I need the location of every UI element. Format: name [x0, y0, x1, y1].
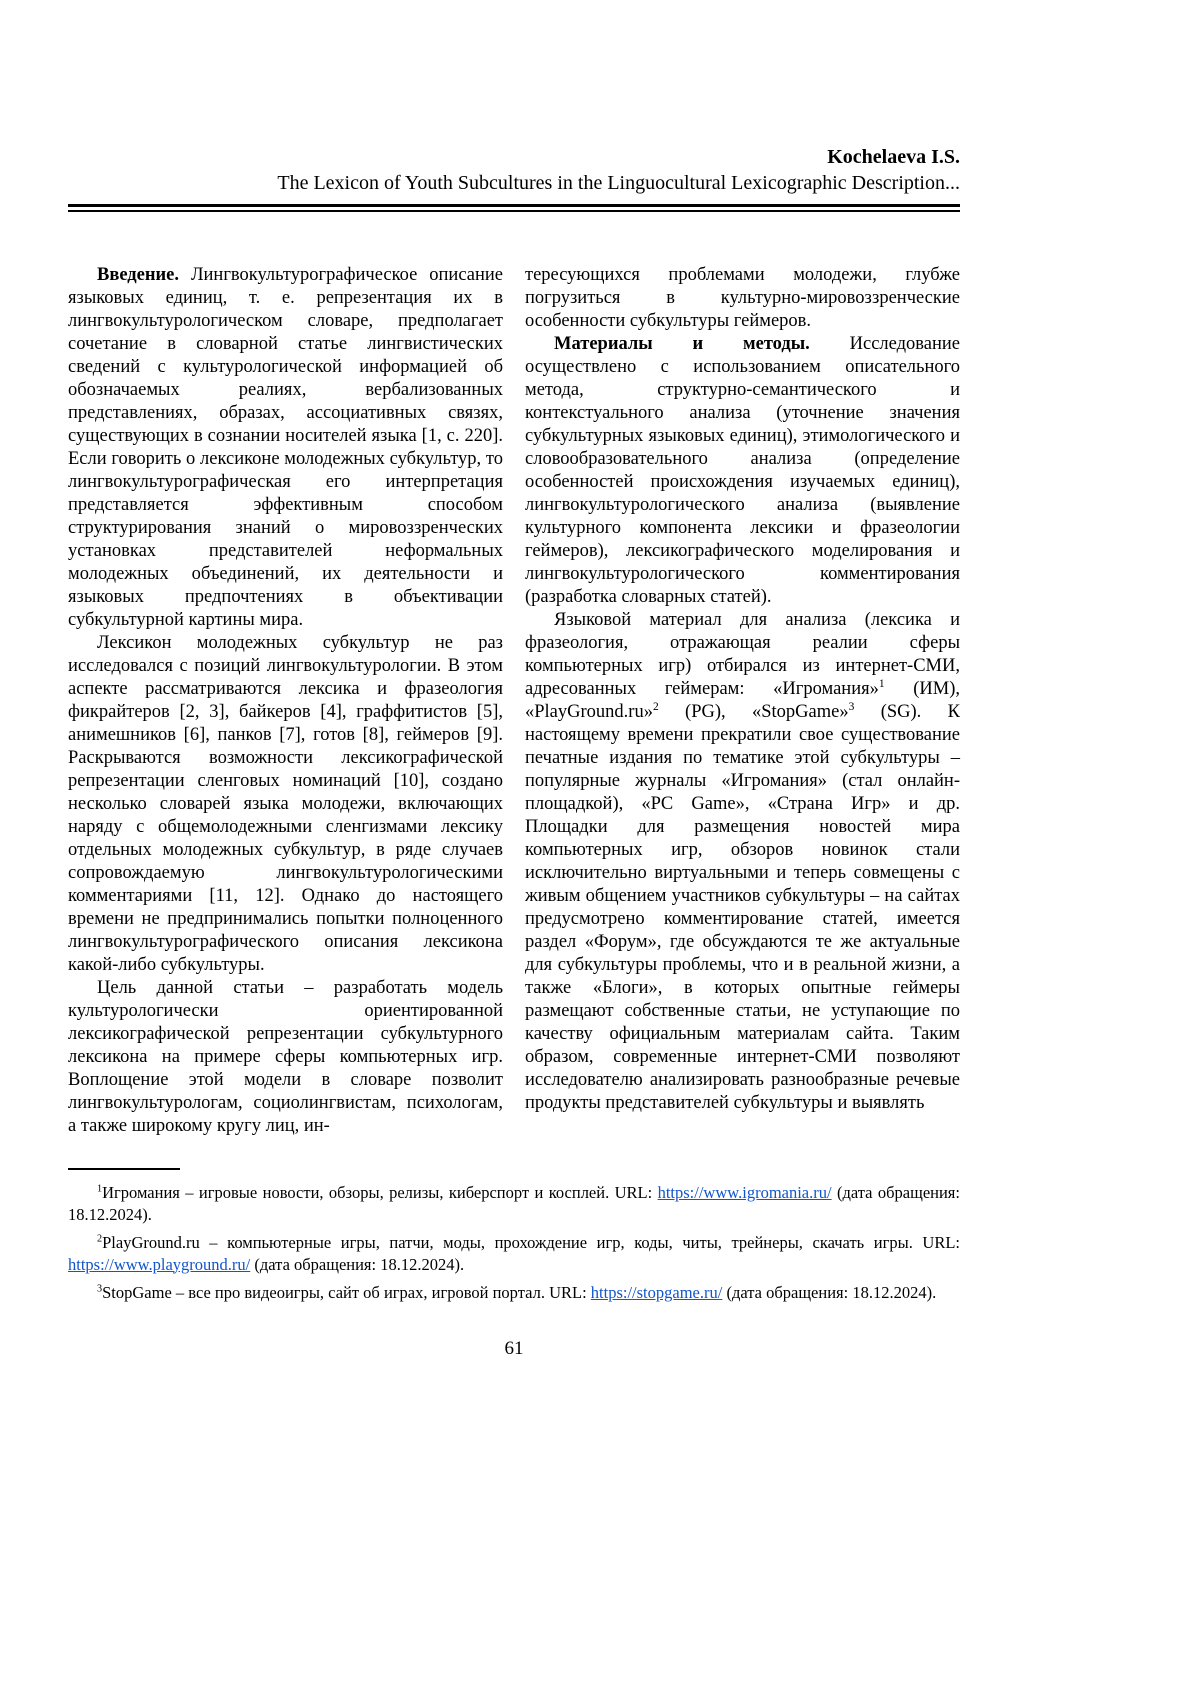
header-double-rule	[68, 204, 960, 212]
paragraph	[68, 264, 503, 632]
url-link[interactable]: https://www.playground.ru/	[68, 1254, 251, 1274]
paragraph	[525, 264, 960, 333]
footnote-marker: 2	[97, 1233, 103, 1245]
text-run: PlayGround.ru – компьютерные игры, патчи, моды, прохождение игр, коды, читы, трейнеры, скачать игры. URL:	[102, 1233, 960, 1252]
paragraph	[525, 609, 960, 1115]
paragraph	[525, 333, 960, 609]
article-body	[68, 264, 960, 1138]
text-run: Материалы и методы.	[554, 334, 810, 354]
text-run: Цель данной статьи – разработать модель культурологически ориентированной лексикографической репрезентации субкультурного лексикона на примере сферы компьютерных игр. Воплощение этой модели в словаре позволит лингвокультурологам, социолингвистам, психологам, а также широкому кругу лиц, ин-	[68, 978, 503, 1136]
text-run: тересующихся проблемами молодежи, глубже погрузиться в культурно-мировоззренческие особенности субкультуры геймеров.	[525, 265, 960, 331]
footnote-ref: 2	[652, 700, 659, 713]
footnotes-block	[68, 1182, 960, 1304]
footnote-ref: 3	[848, 700, 855, 713]
left-column	[68, 264, 503, 1138]
footnote	[68, 1282, 960, 1304]
footnote	[68, 1232, 960, 1275]
text-run: StopGame – все про видеоигры, сайт об играх, игровой портал. URL:	[102, 1283, 591, 1302]
paragraph	[68, 977, 503, 1138]
text-run: Лексикон молодежных субкультур не раз исследовался с позиций лингвокультурологии. В этом аспекте рассматриваются лексика и фразеология фикрайтеров [2, 3], байкеров [4], граффитистов [5], анимешников [6], панков [7], готов [8], геймеров [9]. Раскрываются возможности лексикографической репрезентации сленговых номинаций [10], создано несколько словарей языка молодежи, включающих наряду с общемолодежными сленгизмами лексику отдельных молодежных субкультур, в ряде случаев сопровождаемую лингвокультурологическими комментариями [11, 12]. Однако до настоящего времени не предпринимались попытки полноценного лингвокультурографического описания лексикона какой-либо субкультуры.	[68, 633, 503, 975]
footnote-marker: 1	[97, 1183, 103, 1195]
text-run: Языковой материал для анализа (лексика и фразеология, отражающая реалии сферы компьютерных игр) отбирался из интернет-СМИ, адресованных геймерам: «Игромания»	[525, 610, 960, 699]
text-run: Игромания – игровые новости, обзоры, релизы, киберспорт и косплей. URL:	[102, 1183, 658, 1202]
footnote-ref: 1	[878, 677, 885, 690]
running-head	[68, 145, 960, 212]
paragraph	[68, 632, 503, 977]
text-run: Введение.	[97, 265, 180, 285]
page-number: 61	[504, 1337, 524, 1359]
text-run: (PG), «StopGame»	[658, 702, 849, 722]
text-run: Лингвокультурографическое описание языковых единиц, т. е. репрезентация их в лингвокультурологическом словаре, предполагает сочетание в словарной статье лингвистических сведений с культурологической информацией об обозначаемых реалиях, вербализованных представлениях, образах, ассоциативных связях, существующих в сознании носителей языка [1, с. 220]. Если говорить о лексиконе молодежных субкультур, то лингвокультурографическая его интерпретация представляется эффективным способом структурирования знаний о мировоззренческих установках представителей неформальных молодежных объединений, их деятельности и языковых предпочтениях в объективации субкультурной картины мира.	[68, 265, 503, 630]
running-head-author: Kochelaeva I.S.	[827, 146, 960, 168]
footnote	[68, 1182, 960, 1225]
running-head-title: The Lexicon of Youth Subcultures in the Linguocultural Lexicographic Description...	[277, 172, 960, 194]
footnote-separator-rule	[68, 1168, 180, 1170]
url-link[interactable]: https://www.igromania.ru/	[657, 1183, 832, 1202]
text-run: (SG). К настоящему времени прекратили свое существование печатные издания по тематике этой субкультуры – популярные журналы «Игромания» (стал онлайн-площадкой), «PC Game», «Страна Игр» и др. Площадки для размещения новостей мира компьютерных игр, обзоров новинок стали исключительно виртуальными и теперь совмещены с живым общением участников субкультуры – на сайтах предусмотрено комментирование статей, имеется раздел «Форум», где обсуждаются те же актуальные для субкультуры проблемы, что и в реальной жизни, а также «Блоги», в которых опытные геймеры размещают собственные статьи, не уступающие по качеству официальным материалам сайта. Таким образом, современные интернет-СМИ позволяют исследователю анализировать разнообразные речевые продукты представителей субкультуры и выявлять	[525, 702, 960, 1113]
right-column	[525, 264, 960, 1138]
text-run: (дата обращения: 18.12.2024).	[68, 1183, 960, 1224]
url-link[interactable]: https://stopgame.ru/	[590, 1283, 723, 1302]
text-run: (дата обращения: 18.12.2024).	[722, 1283, 937, 1302]
text-run: (дата обращения: 18.12.2024).	[250, 1254, 465, 1274]
footnote-marker: 3	[97, 1283, 103, 1295]
text-run: (ИМ), «PlayGround.ru»	[525, 679, 960, 722]
text-run: Исследование осуществлено с использованием описательного метода, структурно-семантического и контекстуального анализа (уточнение значения субкультурных языковых единиц), этимологического и словообразовательного анализа (определение особенностей происхождения изучаемых единиц), лингвокультурологического анализа (выявление культурного компонента лексики и фразеологии геймеров), лексикографического моделирования и лингвокультурологического комментирования (разработка словарных статей).	[525, 334, 960, 607]
